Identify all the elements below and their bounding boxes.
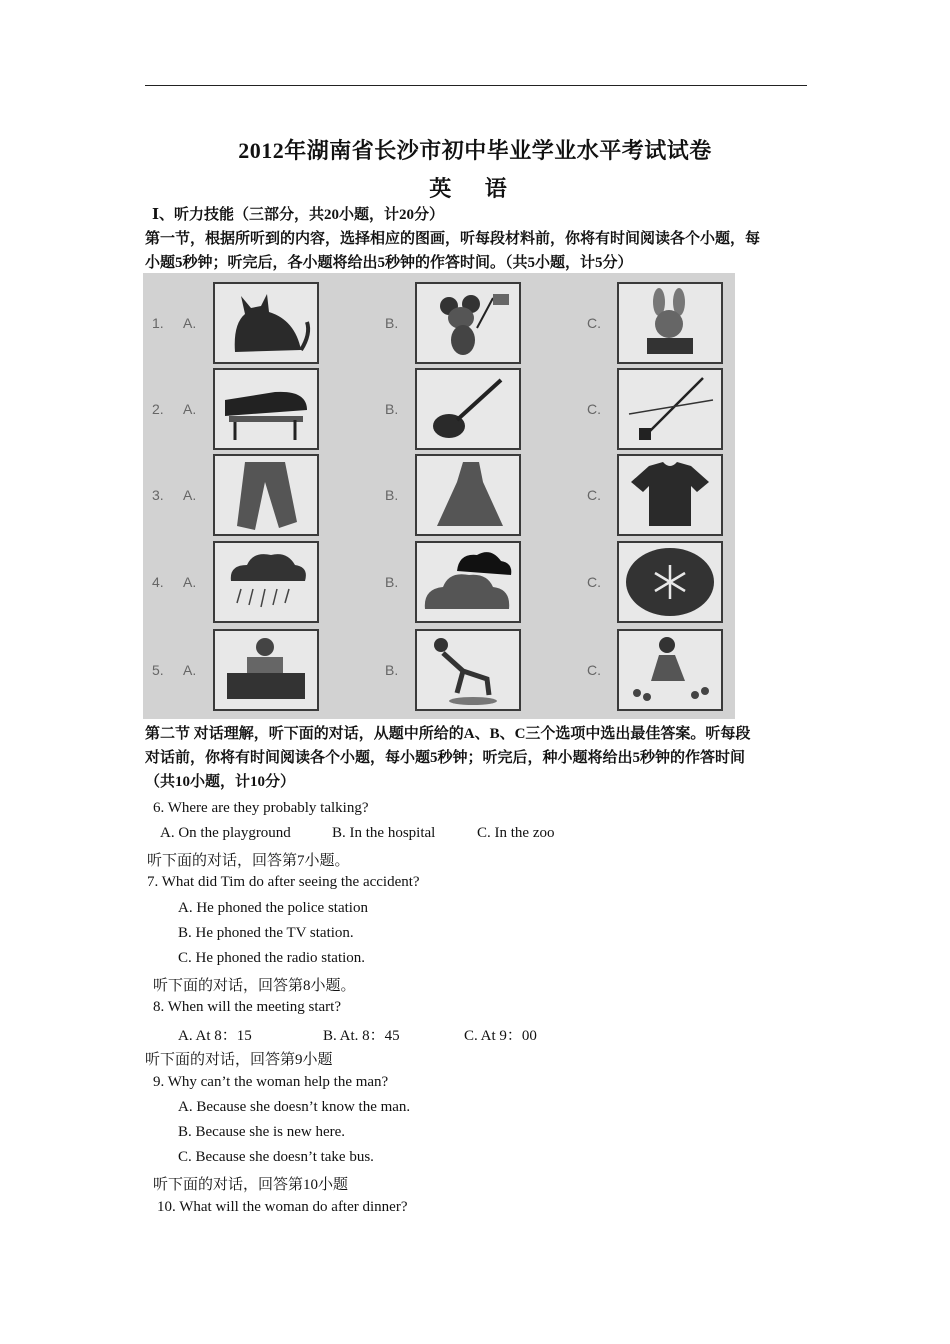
row-4-number: 4. (152, 574, 164, 590)
section2-instructions (145, 722, 809, 794)
section2-line1: 第二节 对话理解，听下面的对话，从题中所给的A、B、C三个选项中选出最佳答案。听每段 (145, 726, 751, 742)
q7-stem: 7. What did Tim do after seeing the accident? (147, 874, 420, 890)
cat-icon (213, 282, 319, 364)
q7-note: 听下面的对话，回答第7小题。 (147, 853, 350, 869)
row-3-label-c: C. (587, 487, 601, 503)
subject-title: 英 语 (429, 176, 521, 201)
q7-option-c: C. He phoned the radio station. (178, 950, 366, 966)
q9-note: 听下面的对话，回答第9小题 (145, 1052, 333, 1068)
row-5-label-a: A. (183, 662, 197, 678)
q8-option-c: C. At 9：00 (464, 1028, 537, 1044)
q6-option-b: B. In the hospital (332, 825, 436, 841)
q8-stem: 8. When will the meeting start? (153, 999, 342, 1015)
mouse-flag-icon (415, 282, 521, 364)
row-5-label-b: B. (385, 662, 399, 678)
row-4-label-c: C. (587, 574, 601, 590)
row-5-label-c: C. (587, 662, 601, 678)
erhu-icon (617, 368, 723, 450)
guitar-icon (415, 368, 521, 450)
section1-line1: 第一节，根据所听到的内容，选择相应的图画，听每段材料前，你将有时间阅读各个小题，每 (145, 231, 761, 247)
row-2-number: 2. (152, 401, 164, 417)
girl-flowers-icon (617, 629, 723, 711)
snowflake-icon (617, 541, 723, 623)
row-1-number: 1. (152, 315, 164, 331)
q7-option-b: B. He phoned the TV station. (178, 925, 354, 941)
row-2-label-a: A. (183, 401, 197, 417)
q9-option-a: A. Because she doesn’t know the man. (178, 1099, 411, 1115)
dress-icon (415, 454, 521, 536)
row-3-label-b: B. (385, 487, 399, 503)
q8-option-b: B. At. 8：45 (323, 1028, 400, 1044)
row-2-label-b: B. (385, 401, 399, 417)
cloudy-icon (415, 541, 521, 623)
q6-option-c: C. In the zoo (477, 825, 555, 841)
row-1-label-a: A. (183, 315, 197, 331)
rain-cloud-icon (213, 541, 319, 623)
row-5-number: 5. (152, 662, 164, 678)
tshirt-icon (617, 454, 723, 536)
row-3-label-a: A. (183, 487, 197, 503)
q6-option-a: A. On the playground (160, 825, 291, 841)
row-2-label-c: C. (587, 401, 601, 417)
q9-option-b: B. Because she is new here. (178, 1124, 346, 1140)
picture-choices-panel (143, 273, 735, 719)
rabbit-icon (617, 282, 723, 364)
q9-stem: 9. Why can’t the woman help the man? (153, 1074, 389, 1090)
trousers-icon (213, 454, 319, 536)
q10-stem: 10. What will the woman do after dinner? (157, 1199, 408, 1215)
section2-line2: 对话前，你将有时间阅读各个小题，每小题5秒钟；听完后，种小题将给出5秒钟的作答时间 (145, 750, 746, 766)
skating-boy-icon (415, 629, 521, 711)
piano-icon (213, 368, 319, 450)
row-1-label-b: B. (385, 315, 399, 331)
q7-option-a: A. He phoned the police station (178, 900, 368, 916)
row-4-label-a: A. (183, 574, 197, 590)
q8-option-a: A. At 8：15 (178, 1028, 252, 1044)
q9-option-c: C. Because she doesn’t take bus. (178, 1149, 374, 1165)
row-3-number: 3. (152, 487, 164, 503)
section1-instructions (145, 227, 809, 275)
row-1-label-c: C. (587, 315, 601, 331)
part1-heading: Ⅰ、听力技能（三部分，共20小题，计20分） (152, 207, 445, 223)
header-rule (145, 85, 807, 86)
section2-line3: （共10小题，计10分） (145, 774, 296, 790)
exam-title: 2012年湖南省长沙市初中毕业学业水平考试试卷 (238, 138, 712, 163)
q6-stem: 6. Where are they probably talking? (153, 800, 369, 816)
section1-line2: 小题5秒钟；听完后，各小题将给出5秒钟的作答时间。（共5小题，计5分） (145, 255, 633, 271)
row-4-label-b: B. (385, 574, 399, 590)
reading-boy-icon (213, 629, 319, 711)
q10-note: 听下面的对话，回答第10小题 (153, 1177, 349, 1193)
q8-note: 听下面的对话，回答第8小题。 (153, 978, 356, 994)
